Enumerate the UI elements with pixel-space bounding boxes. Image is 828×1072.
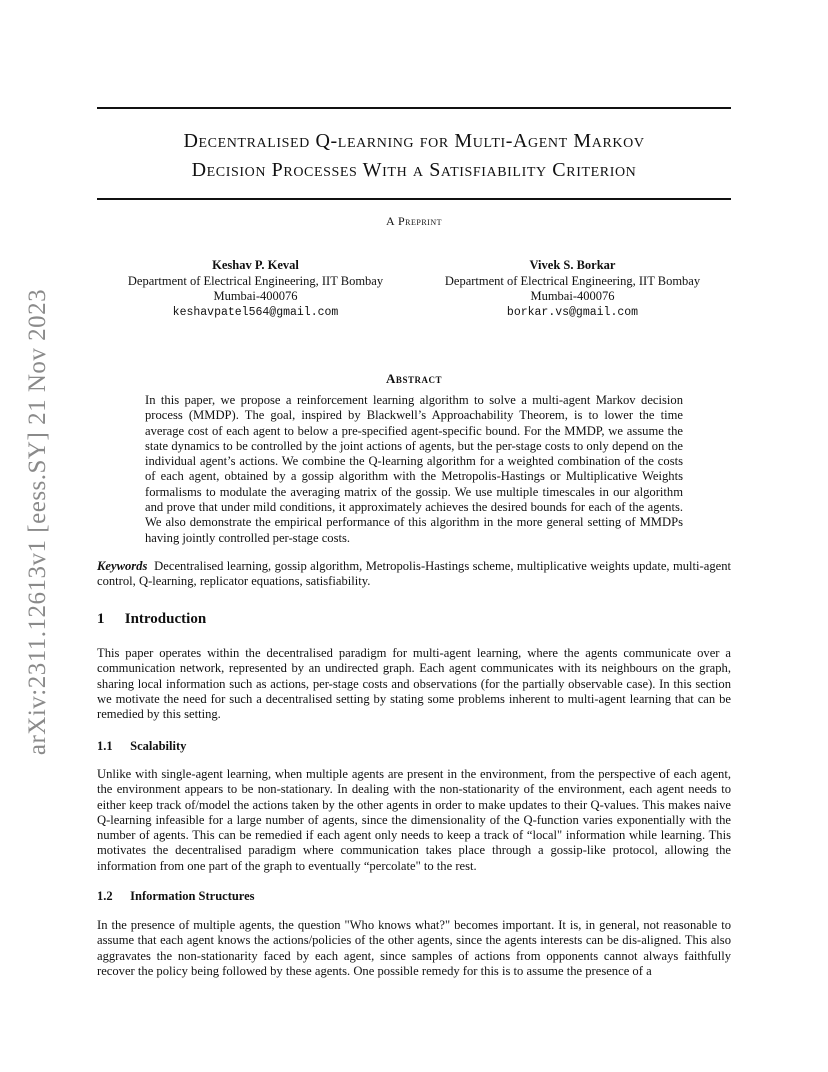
author-1 [128, 258, 383, 320]
subsection-1-1-body [97, 767, 731, 874]
author-email: borkar.vs@gmail.com [506, 305, 639, 319]
title-line-1: Decentralised Q-learning for Multi-Agent Markov [183, 130, 645, 152]
subsection-number: 1.1 [97, 739, 113, 753]
keywords-text: Decentralised learning, gossip algorithm, Metropolis-Hastings scheme, multiplicative weights update, multi-agent control, Q-learning, replicator equations, satisfiability. [97, 559, 732, 589]
preprint-label: A Preprint [385, 214, 442, 228]
abstract-block [97, 393, 731, 546]
subsection-1-2-paragraph: In the presence of multiple agents, the question "Who knows what?" becomes important. It is, in general, not reasonable to assume that each agent knows the actions/policies of the other agents, since the agents interests can be dis-aligned. This also aggravates the non-stationarity faced by each agent, since samples of actions from opponents cannot always faithfully recover the policy being followed by these agents. One possible remedy for this is to assume the presence of a [97, 918, 731, 978]
author-location: Mumbai-400076 [213, 289, 298, 303]
arxiv-sidebar [20, 272, 56, 772]
subsection-1-2-body [97, 918, 731, 979]
section-1-paragraph: This paper operates within the decentralised paradigm for multi-agent learning, where the agents communicate over a communication network, represented by an undirected graph. Each agent communicates with its neighbours on the graph, sharing local information such as actions, per-stage costs and observations (for the partially observable case). In this section we motivate the need for such a decentralised setting by stating some problems inherent to multi-agent learning that can be remedied by this setting. [97, 646, 731, 722]
section-number: 1 [97, 611, 105, 627]
title-line-2: Decision Processes With a Satisfiability Criterion [191, 159, 637, 181]
author-affiliation: Department of Electrical Engineering, IIT Bombay [127, 273, 384, 288]
section-title: Introduction [124, 611, 207, 627]
bottom-rule [97, 198, 731, 200]
section-1-body [97, 646, 731, 722]
author-2 [445, 258, 700, 320]
author-location: Mumbai-400076 [530, 289, 615, 303]
subsection-number: 1.2 [97, 889, 113, 903]
author-email: keshavpatel564@gmail.com [172, 305, 339, 319]
author-block [97, 258, 731, 320]
subsection-1-1-heading [97, 739, 731, 754]
subsection-1-2-heading [97, 889, 731, 904]
section-1-heading [97, 611, 731, 628]
subsection-1-1-paragraph: Unlike with single-agent learning, when multiple agents are present in the environment, from the perspective of each agent, the environment appears to be non-stationary. In dealing with the non-stationarity of the environment, each agent needs to either keep track of/model the actions taken by the other agents in order to make updates to their Q-values. This makes naive Q-learning infeasible for a large number of agents, since the dimensionality of the Q-function varies exponentially with the number of agents. This can be remedied if each agent only needs to keep a track of “local" information while learning. This motivates the decentralised paradigm where communication takes place through a gossip-like protocol, allowing the information from one part of the graph to eventually “percolate" to the rest. [97, 767, 731, 873]
top-rule [97, 107, 731, 109]
keywords-block [97, 559, 731, 590]
subsection-title: Scalability [130, 739, 187, 753]
abstract-heading: Abstract [386, 371, 442, 386]
arxiv-identifier: arXiv:2311.12613v1 [eess.SY] 21 Nov 2023 [24, 288, 51, 756]
keywords-label: Keywords [97, 559, 148, 573]
author-name: Vivek S. Borkar [529, 258, 616, 272]
subsection-title: Information Structures [130, 889, 255, 903]
abstract-text: In this paper, we propose a reinforcement learning algorithm to solve a multi-agent Markov decision process (MMDP). The goal, inspired by Blackwell’s Approachability Theorem, is to lower the time average cost of each agent to below a pre-specified agent-specific bound. For the MMDP, we assume the state dynamics to be controlled by the joint actions of agents, but the per-stage costs to only depend on the individual agent’s actions. We combine the Q-learning algorithm for a weighted combination of the costs of each agent, obtained by a gossip algorithm with the Metropolis-Hastings or Multiplicative Weights formalisms to modulate the averaging matrix of the gossip. We use multiple timescales in our algorithm and prove that under mild conditions, it approximately achieves the desired bounds for each of the agents. We also demonstrate the empirical performance of this algorithm in the more general setting of MMDPs having jointly controlled per-stage costs. [145, 393, 683, 545]
title-block [97, 127, 731, 185]
author-affiliation: Department of Electrical Engineering, IIT Bombay [444, 273, 701, 288]
author-name: Keshav P. Keval [212, 258, 299, 272]
